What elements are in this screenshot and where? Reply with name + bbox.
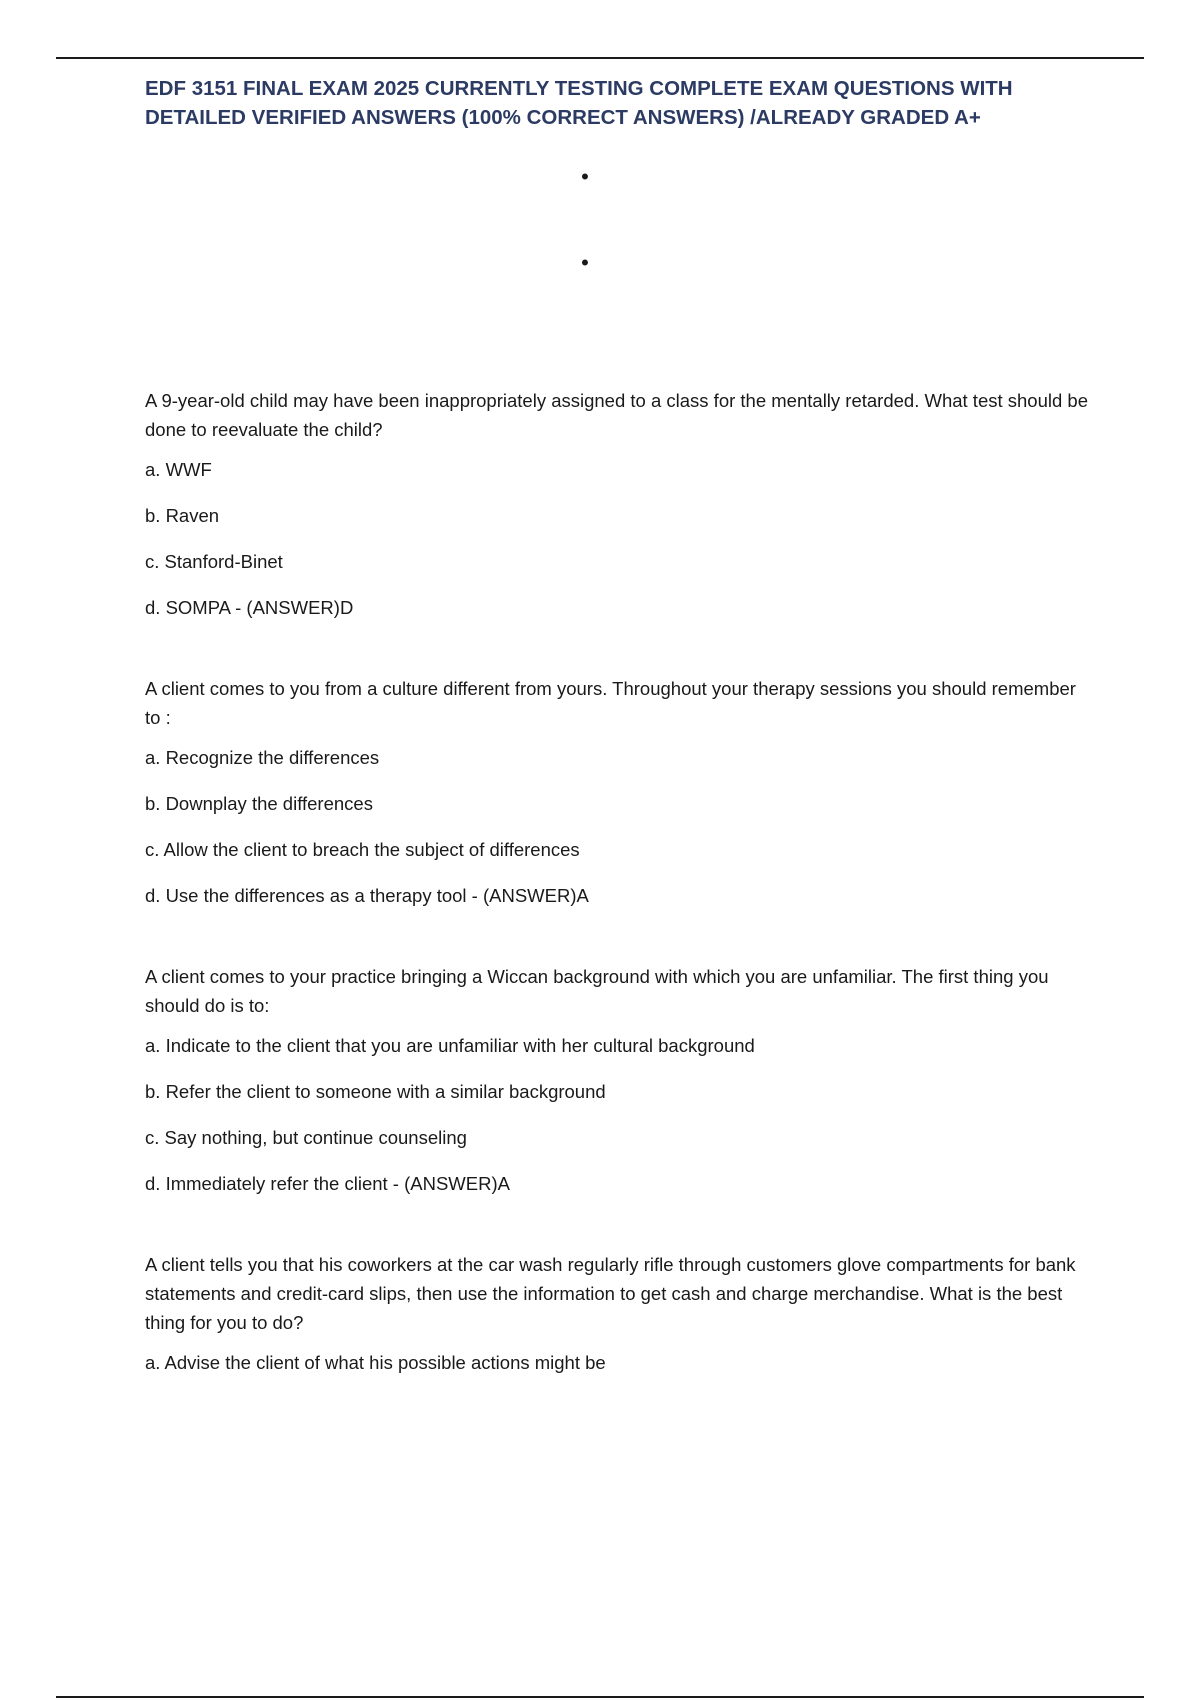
option-a: a. WWF xyxy=(145,459,212,480)
question-stem: A client tells you that his coworkers at the car wash regularly rifle through customers glove compartments for bank statements and credit-card slips, then use the information to get cash and charge merchandise. What is the best thing for you to do? xyxy=(145,1254,1076,1333)
option-c: c. Stanford-Binet xyxy=(145,551,283,572)
option-a: a. Advise the client of what his possible actions might be xyxy=(145,1352,606,1373)
bottom-rule xyxy=(56,1696,1144,1698)
option-c: c. Say nothing, but continue counseling xyxy=(145,1127,467,1148)
question-stem: A 9-year-old child may have been inappropriately assigned to a class for the mentally retarded. What test should be done to reevaluate the child? xyxy=(145,390,1088,440)
bullet-2: • xyxy=(581,250,589,275)
question-3 xyxy=(145,962,1095,1195)
option-d-answer: d. Use the differences as a therapy tool - (ANSWER)A xyxy=(145,885,589,906)
option-c: c. Allow the client to breach the subject of differences xyxy=(145,839,580,860)
option-a: a. Indicate to the client that you are unfamiliar with her cultural background xyxy=(145,1035,755,1056)
document-title: EDF 3151 FINAL EXAM 2025 CURRENTLY TESTING COMPLETE EXAM QUESTIONS WITH DETAILED VERIFIED ANSWERS (100% CORRECT ANSWERS) /ALREADY GRADED A+ xyxy=(145,77,1013,129)
question-4 xyxy=(145,1250,1095,1374)
question-2 xyxy=(145,674,1095,907)
option-d-answer: d. SOMPA - (ANSWER)D xyxy=(145,597,354,618)
option-a: a. Recognize the differences xyxy=(145,747,380,768)
option-b: b. Raven xyxy=(145,505,220,526)
option-b: b. Refer the client to someone with a similar background xyxy=(145,1081,606,1102)
top-rule xyxy=(56,57,1144,59)
option-d-answer: d. Immediately refer the client - (ANSWER)A xyxy=(145,1173,510,1194)
option-b: b. Downplay the differences xyxy=(145,793,373,814)
question-1 xyxy=(145,386,1095,619)
question-stem: A client comes to you from a culture different from yours. Throughout your therapy sessions you should remember to : xyxy=(145,678,1076,728)
question-stem: A client comes to your practice bringing a Wiccan background with which you are unfamiliar. The first thing you should do is to: xyxy=(145,966,1049,1016)
bullet-1: • xyxy=(581,164,589,189)
questions-list xyxy=(145,386,1095,1429)
